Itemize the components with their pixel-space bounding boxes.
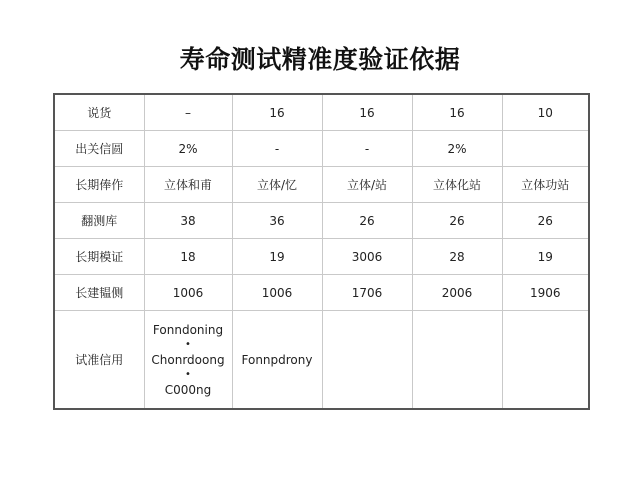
- table-cell: 2006: [412, 275, 502, 311]
- page-title: 寿命测试精准度验证依据: [179, 45, 461, 74]
- table-cell: 19: [502, 239, 589, 275]
- table-cell: 28: [412, 239, 502, 275]
- stack-line: C000ng: [164, 382, 212, 397]
- table-cell: 3006: [322, 239, 412, 275]
- table-row: [54, 311, 589, 410]
- table-cell: 1006: [232, 275, 322, 311]
- table-row: [54, 167, 589, 203]
- table-cell: 立体和甫: [144, 167, 232, 203]
- table-cell: [322, 311, 412, 410]
- table-cell: 18: [144, 239, 232, 275]
- table-cell: -: [232, 131, 322, 167]
- table-cell: 立体/忆: [232, 167, 322, 203]
- table-cell: [502, 311, 589, 410]
- row-label: 说货: [54, 94, 144, 131]
- stacked-cell: [144, 311, 232, 410]
- table-row: [54, 275, 589, 311]
- table-cell: 立体功站: [502, 167, 589, 203]
- table-cell: 1906: [502, 275, 589, 311]
- row-label: 出关信圆: [54, 131, 144, 167]
- table-cell: 36: [232, 203, 322, 239]
- table-cell: 10: [502, 94, 589, 131]
- row-label: 试准信用: [54, 311, 144, 410]
- row-label: 翻测库: [54, 203, 144, 239]
- table-cell: 2%: [144, 131, 232, 167]
- row-label: 长建韫侧: [54, 275, 144, 311]
- table-cell: [502, 131, 589, 167]
- table-cell: 1006: [144, 275, 232, 311]
- row-label: 长期俸作: [54, 167, 144, 203]
- stack-line: Chonrdoong: [151, 352, 225, 367]
- table-cell: –: [144, 94, 232, 131]
- table-cell: [412, 311, 502, 410]
- data-table: [53, 93, 590, 410]
- table-cell: 16: [322, 94, 412, 131]
- table-cell: 立体化站: [412, 167, 502, 203]
- table-cell: -: [322, 131, 412, 167]
- row-label: 长期模证: [54, 239, 144, 275]
- table-cell: 1706: [322, 275, 412, 311]
- table-cell: 38: [144, 203, 232, 239]
- table-cell: 立体/站: [322, 167, 412, 203]
- stack-line: Fonndoning: [152, 322, 224, 337]
- table-row: [54, 94, 589, 131]
- table-cell: 26: [502, 203, 589, 239]
- table-row: [54, 131, 589, 167]
- table-cell: Fonnpdrony: [232, 311, 322, 410]
- table-cell: 16: [232, 94, 322, 131]
- table-cell: 26: [412, 203, 502, 239]
- bullet-separator: •: [185, 338, 191, 350]
- table-row: [54, 239, 589, 275]
- table-cell: 19: [232, 239, 322, 275]
- table-cell: 2%: [412, 131, 502, 167]
- table-cell: 26: [322, 203, 412, 239]
- table-cell: 16: [412, 94, 502, 131]
- table-row: [54, 203, 589, 239]
- bullet-separator: •: [185, 368, 191, 380]
